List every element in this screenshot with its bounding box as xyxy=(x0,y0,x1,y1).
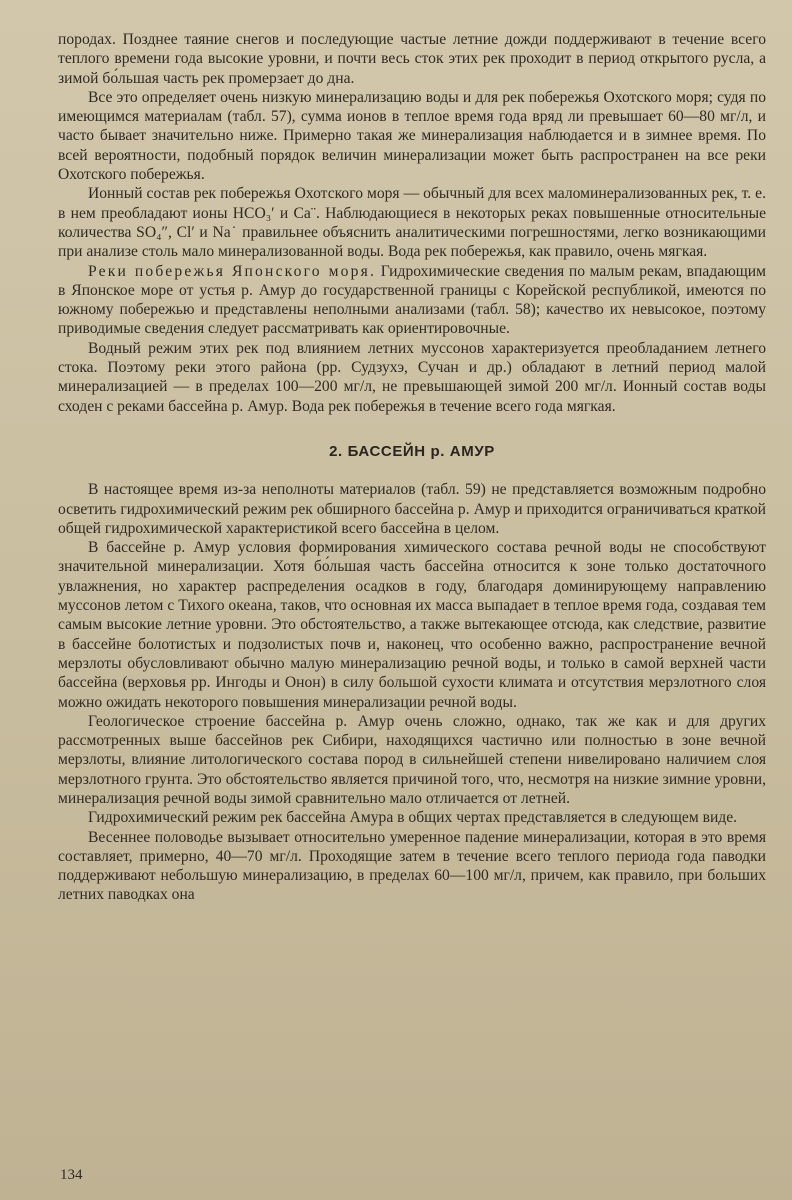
paragraph-monsoon-regime: Водный режим этих рек под влиянием летних муссонов характеризуется преобладанием летнего стока. Поэтому реки этого района (рр. Судзухэ, Сучан и др.) обладают в летний период малой минерализацией — в пределах 100—200 мг/л, не превышающей зимой 200 мг/л. Ионный состав воды сходен с реками бассейна р. Амур. Вода рек побережья в течение всего года мягкая. xyxy=(58,339,766,415)
page-number: 134 xyxy=(60,1167,83,1183)
paragraph-japan-sea-rivers xyxy=(58,262,766,339)
japan-sea-subheading: Реки побережья Японского моря. xyxy=(88,262,377,280)
japan-sea-body: Гидрохимические сведения по малым рекам, впадающим в Японское море от устья р. Амур до государственной границы с Корейской республикой, имеются по южному побережью и представлены неполными анализами (табл. 58); качество их невысокое, поэтому приводимые сведения следует рассматривать как ориентировочные. xyxy=(58,262,766,338)
paragraph-amur-materials: В настоящее время из-за неполноты материалов (табл. 59) не представляется возможным подробно осветить гидрохимический режим рек обширного бассейна р. Амур и приходится ограничиваться краткой общей гидрохимической характеристикой всего бассейна в целом. xyxy=(58,481,766,537)
section-heading-amur-basin: 2. БАССЕЙН р. АМУР xyxy=(329,442,495,460)
paragraph-okhotsk-mineralization: Все это определяет очень низкую минерализацию воды и для рек побережья Охотского моря; судя по имеющимся материалам (табл. 57), сумма ионов в теплое время года вряд ли превышает 60—80 мг/л, и часто бывает значительно ниже. Примерно такая же минерализация наблюдается и в зимнее время. По всей вероятности, подобный порядок величин минерализации может быть распространен на все реки Охотского побережья. xyxy=(58,88,766,184)
paragraph-amur-spring-flood: Весеннее половодье вызывает относительно умеренное падение минерализации, которая в это время составляет, примерно, 40—70 мг/л. Проходящие затем в течение всего теплого периода года паводки поддерживают небольшую минерализацию, в пределах 60—100 мг/л, причем, как правило, при больших летних паводках она xyxy=(58,828,766,904)
paragraph-amur-geology: Геологическое строение бассейна р. Амур очень сложно, однако, так же как и для других рассмотренных выше бассейнов рек Сибири, находящихся частично или полностью в зоне вечной мерзлоты, влияние литологического состава пород в сильнейшей степени нивелировано наличием слоя мерзлотного грунта. Это обстоятельство является причиной того, что, несмотря на низкие зимние уровни, минерализация речной воды зимой сравнительно мало отличается от летней. xyxy=(58,712,766,807)
paragraph-amur-regime-intro: Гидрохимический режим рек бассейна Амура в общих чертах представляется в следующем виде. xyxy=(88,809,738,827)
paragraph-amur-conditions: В бассейне р. Амур условия формирования химического состава речной воды не способствуют значительной минерализации. Хотя бо́льшая часть бассейна относится к зоне только достаточного увлажнения, но характер распределения осадков в году, благодаря доминирующему направлению муссонов летом с Тихого океана, таков, что основная их масса выпадает в теплое время года, создавая тем самым высокие летние уровни. Это обстоятельство, а также вытекающее отсюда, как следствие, развитие в бассейне болотистых и подзолистых почв и, наконец, что особенно важно, распространение вечной мерзлоты обусловливают обычно малую минерализацию речной воды, и только в самой верхней части бассейна (верховья рр. Ингоды и Онон) в силу большой сухости климата и отсутствия мерзлотного слоя можно ожидать некоторого повышения минерализации речной воды. xyxy=(58,539,766,711)
paragraph-okhotsk-ionic-composition: Ионный состав рек побережья Охотского моря — обычный для всех маломинерализованных рек, т. е. в нем преобладают ионы HCO₃′ и Ca¨. Наблюдающиеся в некоторых реках повышенные относительные количества SO₄″, Cl′ и Na˙ правильнее объяснить аналитическими погрешностями, легко возникающими при анализе столь мало минерализованной воды. Вода рек побережья, как правило, очень мягкая. xyxy=(58,185,766,261)
paragraph-continued-snowmelt: породах. Позднее таяние снегов и последующие частые летние дожди поддерживают в течение всего теплого времени года высокие уровни, и почти весь сток этих рек проходит в период открытого русла, а зимой бо́льшая часть рек промерзает до дна. xyxy=(58,31,766,87)
